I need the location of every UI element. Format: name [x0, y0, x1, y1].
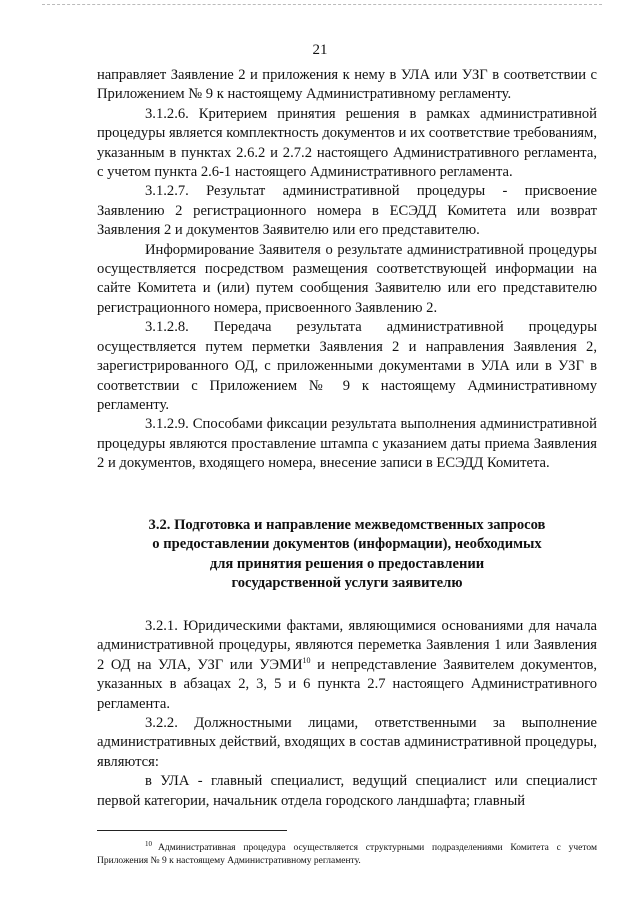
page-number: 21 — [312, 42, 328, 58]
heading-line: для принятия решения о предоставлении — [209, 555, 485, 572]
paragraph-3-1-2-6: 3.1.2.6. Критерием принятия решения в рамках административной процедуры является комплектность документов и их соответствие требованиям, указанным в пунктах 2.6.2 и 2.7.2 настоящего Административного регламента, с учетом пункта 2.6-1 настоящего Административного регламента. — [97, 105, 598, 181]
paragraph-ula-officials: в УЛА - главный специалист, ведущий специалист или специалист первой категории, начальник отдела городского ландшафта; главный — [97, 773, 597, 809]
document-body-top — [97, 66, 597, 474]
paragraph-3-2-1-text-b: и непредставление Заявителем документов, указанных в абзацах 2, 3, 5 и 6 пункта 2.7 настоящего Административного регламента. — [97, 656, 598, 712]
paragraph-informing: Информирование Заявителя о результате административной процедуры осуществляется посредством размещения соответствующей информации на сайте Комитета и (или) путем сообщения Заявителю или его представителю регистрационного номера, присвоенного Заявлению 2. — [97, 241, 597, 316]
heading-line: 3.2. Подготовка и направление межведомственных запросов — [148, 517, 546, 533]
footnote-mark: 10 — [145, 840, 152, 848]
document-body-bottom — [97, 617, 597, 811]
heading-line: государственной услуги заявителю — [231, 575, 463, 592]
heading-line: о предоставлении документов (информации), необходимых — [152, 536, 542, 553]
paragraph-3-1-2-9: 3.1.2.9. Способами фиксации результата выполнения административной процедуры являются проставление штампа с указанием даты приема Заявления 2 и документов, входящего номера, внесение записи в ЕСЭДД Комитета. — [97, 416, 597, 472]
paragraph-3-2-2: 3.2.2. Должностными лицами, ответственными за выполнение административных действий, входящих в состав административной процедуры, являются: — [97, 715, 597, 770]
footnote-reference: 10 — [302, 655, 311, 665]
paragraph-3-2-1-text-a: 3.2.1. Юридическими фактами, являющимися основаниями для начала административной процедуры, являются переметка Заявления 1 или Заявления 2 ОД на УЛА, УЗГ или УЭМИ — [97, 618, 597, 673]
paragraph-3-1-2-7: 3.1.2.7. Результат административной процедуры - присвоение Заявлению 2 регистрационного номера в ЕСЭДД Комитета или возврат Заявления 2 и документов Заявителю или его представителю. — [97, 183, 597, 239]
paragraph-continuation: направляет Заявление 2 и приложения к нему в УЛА или УЗГ в соответствии с Приложением № 9 к настоящему Административному регламенту. — [97, 67, 597, 103]
paragraph-3-2-1 — [97, 617, 597, 714]
footnote-separator — [97, 830, 287, 831]
scan-top-edge — [42, 4, 602, 5]
section-heading-3-2 — [97, 516, 597, 594]
footnote — [97, 838, 597, 868]
footnote-text: Административная процедура осуществляется структурными подразделениями Комитета с учетом Приложения № 9 к настоящему Административному регламенту. — [97, 843, 597, 867]
paragraph-3-1-2-8: 3.1.2.8. Передача результата административной процедуры осуществляется путем перметки Заявления 2 и направления Заявления 2, зарегистрированного ОД, с приложенными документами в УЛА или в УЗГ в соответствии с Приложением № 9 к настоящему Административному регламенту. — [97, 319, 597, 413]
